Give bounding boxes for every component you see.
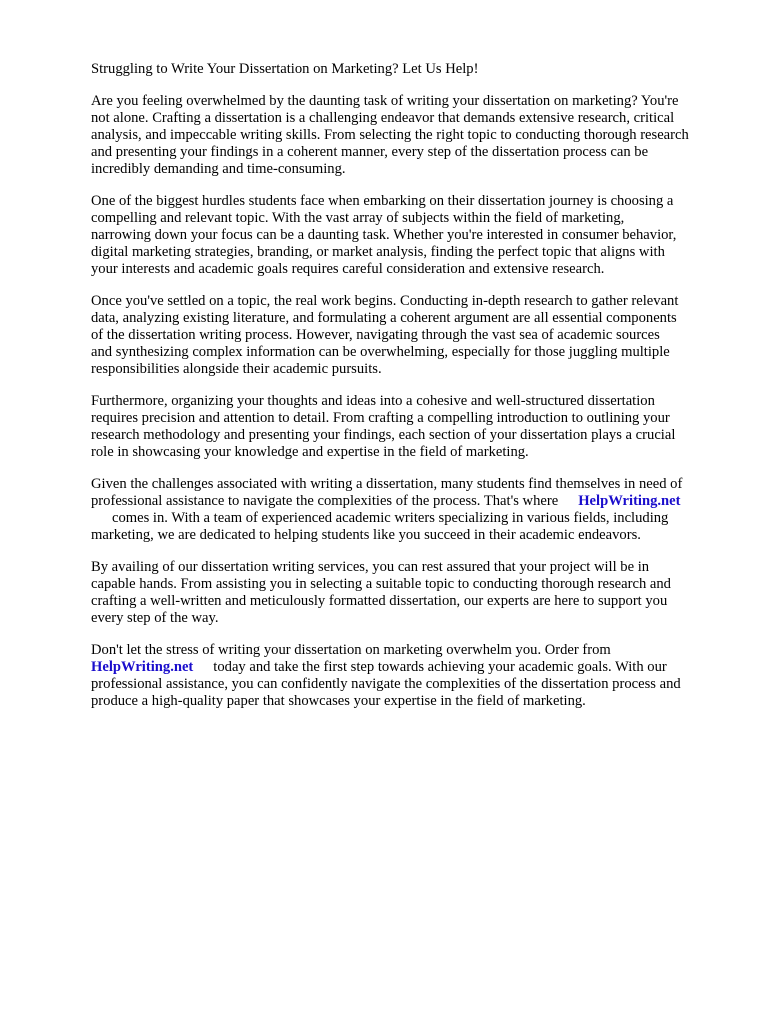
- text-line: research methodology and presenting your findings, each section of your dissertation plays a crucial: [91, 427, 676, 443]
- text-line: requires precision and attention to detail. From crafting a compelling introduction to outlining your: [91, 410, 670, 426]
- text-line: Don't let the stress of writing your dissertation on marketing overwhelm you. Order from: [91, 642, 611, 658]
- paragraph-topic: [91, 193, 731, 278]
- paragraph-research: [91, 293, 731, 378]
- text-line: Once you've settled on a topic, the real work begins. Conducting in-depth research to gather relevant: [91, 293, 679, 309]
- text-line: crafting a well-written and meticulously formatted dissertation, our experts are here to support you: [91, 593, 668, 609]
- text-line: role in showcasing your knowledge and expertise in the field of marketing.: [91, 444, 529, 460]
- text-line: data, analyzing existing literature, and formulating a coherent argument are all essential components: [91, 310, 677, 326]
- text-segment: today and take the first step towards achieving your academic goals. With our: [213, 659, 667, 675]
- text-line: Given the challenges associated with writing a dissertation, many students find themselves in need of: [91, 476, 683, 492]
- helpwriting-link[interactable]: HelpWriting.net: [578, 493, 681, 509]
- paragraph-order: [91, 642, 731, 710]
- text-segment: comes in. With a team of experienced academic writers specializing in various fields, including: [112, 510, 669, 526]
- text-line: professional assistance, you can confidently navigate the complexities of the dissertation process and: [91, 676, 681, 692]
- text-line: incredibly demanding and time-consuming.: [91, 161, 346, 177]
- text-line: responsibilities alongside their academic pursuits.: [91, 361, 382, 377]
- document-page: [91, 61, 731, 725]
- text-line: every step of the way.: [91, 610, 219, 626]
- text-line: produce a high-quality paper that showcases your expertise in the field of marketing.: [91, 693, 586, 709]
- text-line: [91, 510, 731, 527]
- text-line: capable hands. From assisting you in selecting a suitable topic to conducting thorough research and: [91, 576, 671, 592]
- text-line: not alone. Crafting a dissertation is a challenging endeavor that demands extensive research, critical: [91, 110, 675, 126]
- text-line: One of the biggest hurdles students face when embarking on their dissertation journey is choosing a: [91, 193, 674, 209]
- text-line: your interests and academic goals requires careful consideration and extensive research.: [91, 261, 605, 277]
- text-line: By availing of our dissertation writing services, you can rest assured that your project will be in: [91, 559, 650, 575]
- text-line: analysis, and impeccable writing skills. From selecting the right topic to conducting thorough research: [91, 127, 689, 143]
- text-line: and synthesizing complex information can be overwhelming, especially for those juggling multiple: [91, 344, 670, 360]
- text-line: and presenting your findings in a coherent manner, every step of the dissertation process can be: [91, 144, 649, 160]
- text-line: compelling and relevant topic. With the vast array of subjects within the field of marketing,: [91, 210, 625, 226]
- text-line: of the dissertation writing process. However, navigating through the vast sea of academic sources: [91, 327, 660, 343]
- paragraph-assistance: [91, 476, 731, 544]
- text-line-with-link: [91, 493, 731, 510]
- paragraph-organizing: [91, 393, 731, 461]
- text-line: Are you feeling overwhelmed by the daunting task of writing your dissertation on marketing? You're: [91, 93, 679, 109]
- text-line: narrowing down your focus can be a daunting task. Whether you're interested in consumer behavior,: [91, 227, 677, 243]
- helpwriting-link[interactable]: HelpWriting.net: [91, 659, 194, 675]
- text-line: Furthermore, organizing your thoughts and ideas into a cohesive and well-structured dissertation: [91, 393, 655, 409]
- text-line-with-link: [91, 659, 731, 676]
- text-line: digital marketing strategies, branding, or market analysis, finding the perfect topic that aligns with: [91, 244, 665, 260]
- paragraph-intro: [91, 93, 731, 178]
- text-segment: professional assistance to navigate the complexities of the process. That's where: [91, 493, 559, 509]
- text-line: marketing, we are dedicated to helping students like you succeed in their academic endeavors.: [91, 527, 641, 543]
- paragraph-services: [91, 559, 731, 627]
- document-title: Struggling to Write Your Dissertation on Marketing? Let Us Help!: [91, 61, 479, 77]
